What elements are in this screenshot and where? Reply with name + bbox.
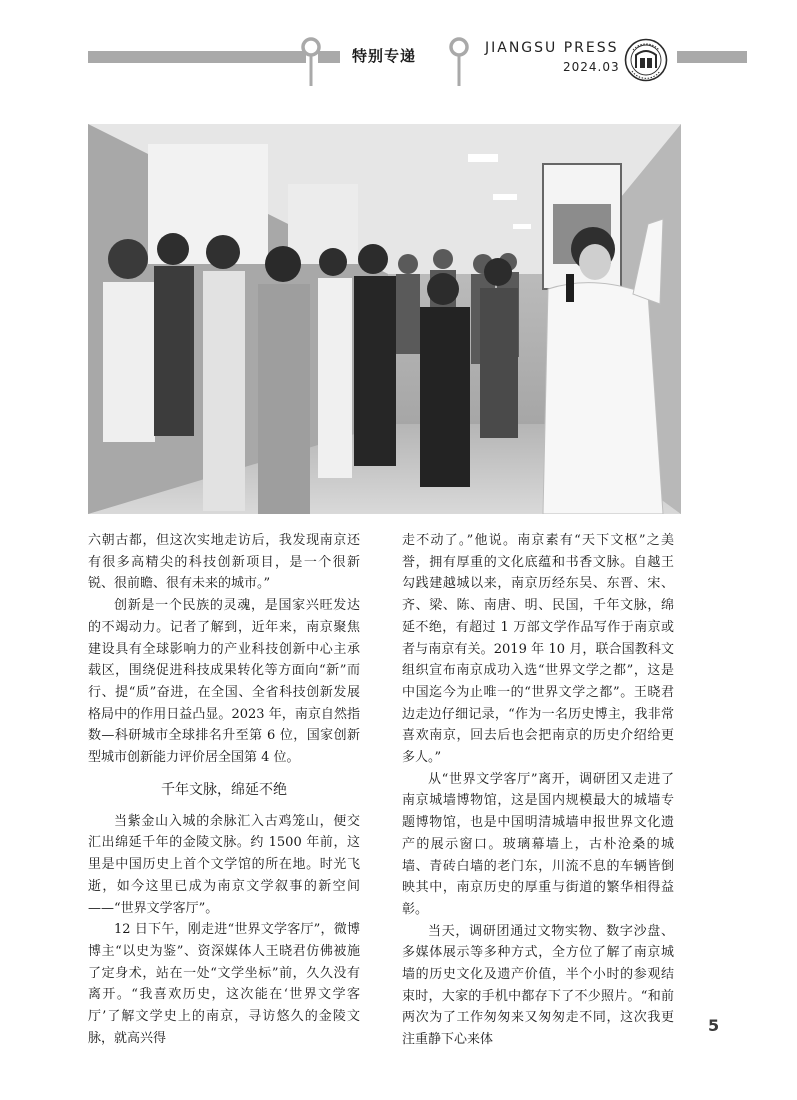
header-rule-right [677, 51, 747, 63]
issue-date: 2024.03 [563, 60, 620, 74]
article-photo [88, 124, 681, 514]
press-seal-logo-icon [624, 38, 668, 82]
paragraph: 当紫金山入城的余脉汇入古鸡笼山，便交汇出绵延千年的金陵文脉。约 1500 年前，这里是中国历史上首个文学馆的所在地。时光飞逝，如今这里已成为南京文学叙事的新空间——“世界文学客厅”。 [88, 813, 360, 916]
page-number: 5 [708, 1016, 720, 1035]
paragraph: 创新是一个民族的灵魂，是国家兴旺发达的不竭动力。记者了解到，近年来，南京聚焦建设具有全球影响力的产业科技创新中心主承载区，围绕促进科技成果转化等方面向“新”而行、提“质”奋进，在全国、全省科技创新发展格局中的作用日益凸显。2023 年，南京自然指数—科研城市全球排名升至第 6 位，国家创新型城市创新能力评价居全国第 4 位。 [88, 598, 360, 766]
paragraph: 当天，调研团通过文物实物、数字沙盘、多媒体展示等多种方式，全方位了解了南京城墙的历史文化及遗产价值，半个小时的参观结束时，大家的手机中都存下了不少照片。“和前两次为了工作匆匆来又匆匆走不同，这次我更注重静下心来体 [402, 923, 674, 1048]
paragraph: 走不动了。”他说。南京素有“天下文枢”之美誉，拥有厚重的文化底蕴和书香文脉。自越王勾践建越城以来，南京历经东吴、东晋、宋、齐、梁、陈、南唐、明、民国，千年文脉，绵延不绝，有超过 1 万部文学作品写作于南京或者与南京有关。2019 年 10 月，联合国教科文组织宣布南京成功入选“世界文学之都”，这是中国迄今为止唯一的“世界文学之都”。王晓君边走边仔细记录，“作为一名历史博主，我非常喜欢南京，回去后也会把南京的历史介绍给更多人。” [402, 533, 674, 766]
paragraph: 从“世界文学客厅”离开，调研团又走进了南京城墙博物馆，这是国内规模最大的城墙专题博物馆，也是中国明清城墙申报世界文化遗产的展示窗口。玻璃幕墙上，古朴沧桑的城墙、青砖白墙的老门东，川流不息的车辆皆倒映其中，南京历史的厚重与街道的繁华相得益彰。 [402, 771, 674, 917]
journal-name: JIANGSU PRESS [485, 40, 619, 56]
article-column-left [88, 530, 360, 1049]
paragraph: 12 日下午，刚走进“世界文学客厅”，微博博主“以史为鉴”、资深媒体人王晓君仿佛被施了定身术，站在一处“文学坐标”前，久久没有离开。“我喜欢历史，这次能在‘世界文学客厅’了解文学史上的南京，寻访悠久的金陵文脉，就高兴得 [88, 922, 360, 1046]
section-title: 特别专递 [352, 47, 417, 65]
header-rule-left [88, 51, 306, 63]
paragraph: 六朝古都，但这次实地走访后，我发现南京还有很多高精尖的科技创新项目，是一个很新锐、很前瞻、很有未来的城市。” [88, 533, 360, 592]
pin-marker-icon [446, 36, 472, 88]
article-column-right [402, 530, 674, 1051]
pin-marker-icon [298, 36, 324, 88]
section-subheading: 千年文脉，绵延不绝 [161, 781, 287, 798]
